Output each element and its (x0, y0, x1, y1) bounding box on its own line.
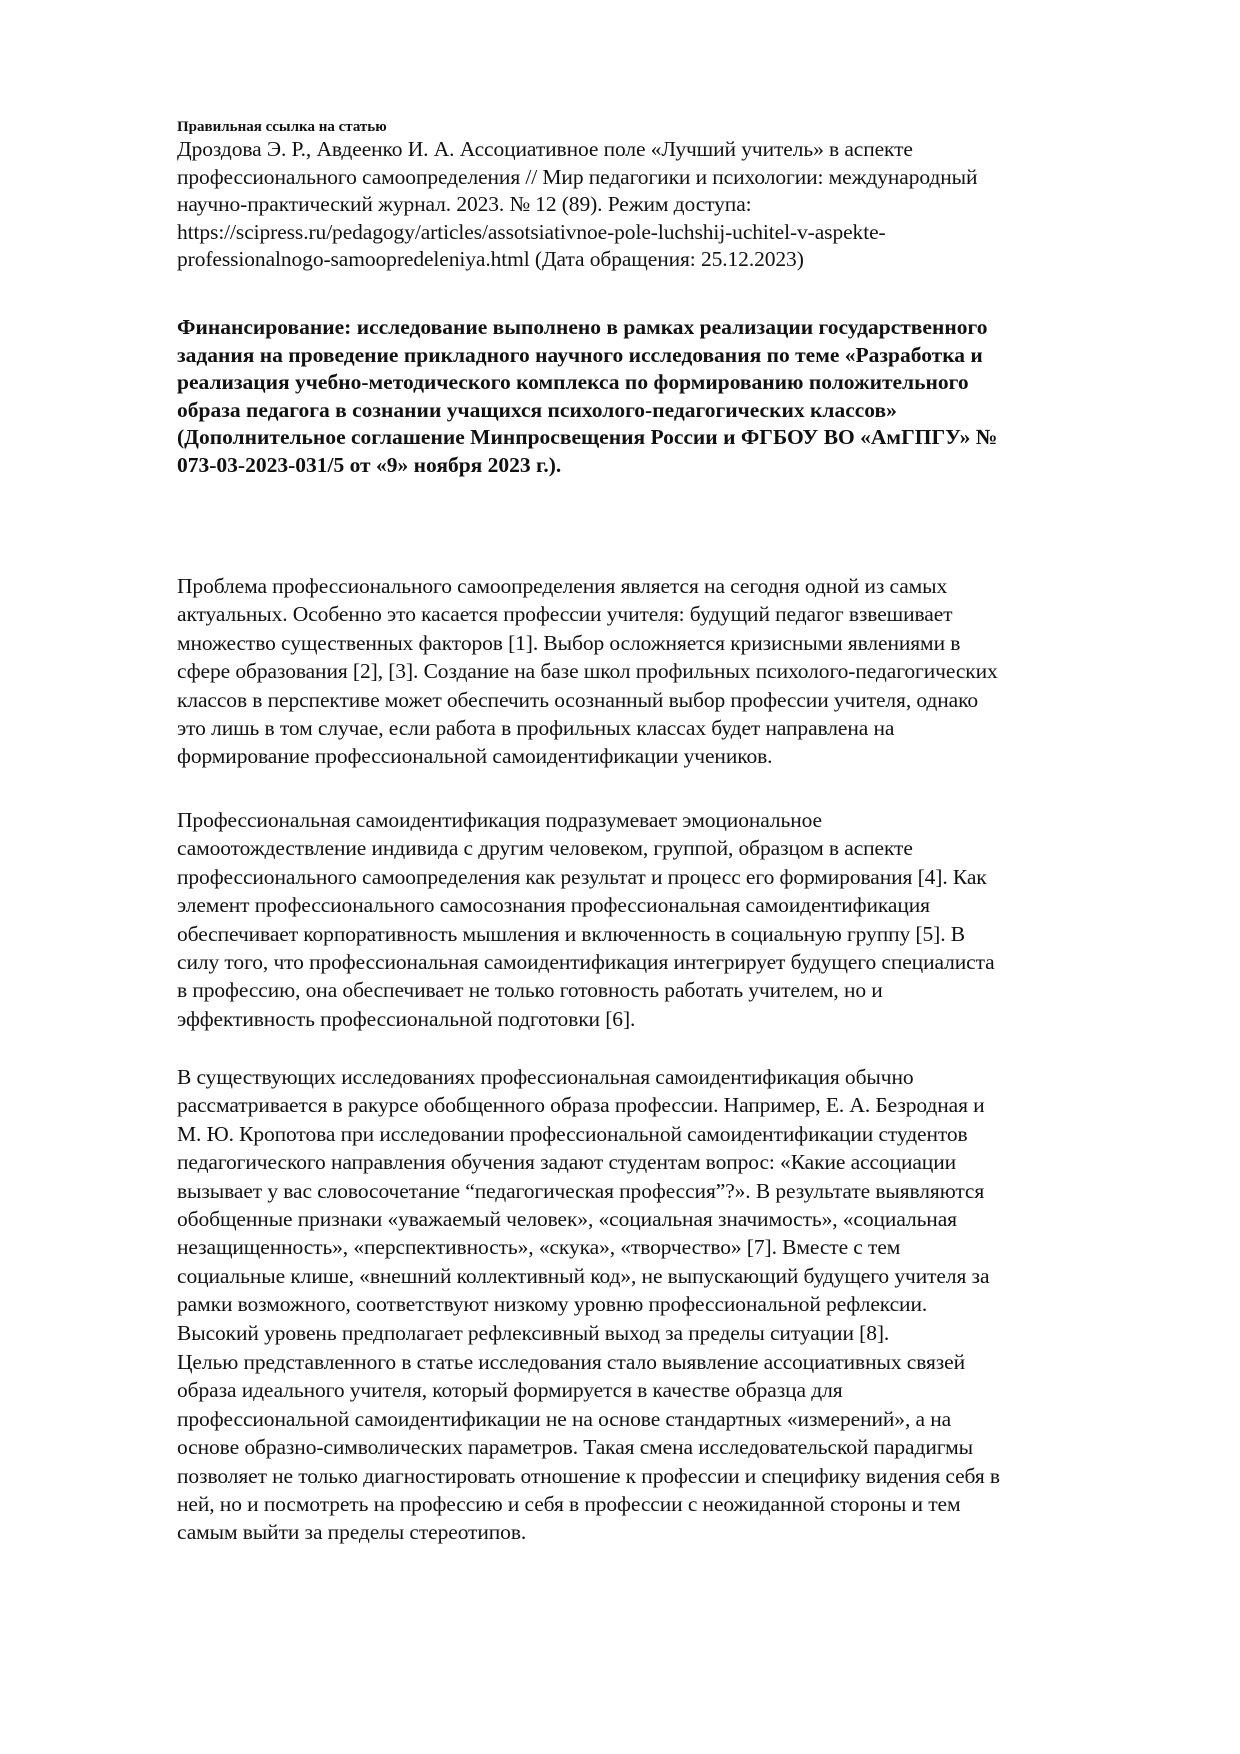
paragraph-line: Профессиональная самоидентификация подразумевает эмоциональное (177, 808, 822, 832)
paragraph-line: педагогического направления обучения задают студентам вопрос: «Какие ассоциации (177, 1150, 957, 1175)
body-paragraph-3 (177, 1063, 1167, 1347)
paragraph-line: обеспечивает корпоративность мышления и включенность в социальную группу [5]. В (177, 921, 965, 946)
funding-line: реализация учебно-методического комплекса по формированию положительного (177, 370, 969, 395)
paragraph-line: Высокий уровень предполагает рефлексивный выход за пределы ситуации [8]. (177, 1320, 890, 1345)
paragraph-line: обобщенные признаки «уважаемый человек», «социальная значимость», «социальная (177, 1207, 957, 1232)
body-paragraph-2 (177, 806, 1167, 1033)
paragraph-line: множество существенных факторов [1]. Выбор осложняется кризисными явлениями в (177, 630, 961, 655)
paragraph-line: профессиональной самоидентификации не на основе стандартных «измерений», а на (177, 1406, 952, 1431)
paragraph-line: В существующих исследованиях профессиональная самоидентификация обычно (177, 1065, 914, 1089)
paragraph-line: это лишь в том случае, если работа в профильных классах будет направлена на (177, 716, 895, 741)
document-page (177, 118, 1167, 1545)
paragraph-line: элемент профессионального самосознания профессиональная самоидентификация (177, 893, 930, 918)
funding-line: 073-03-2023-031/5 от «9» ноября 2023 г.). (177, 452, 562, 477)
funding-statement (177, 314, 1167, 480)
paragraph-line: классов в перспективе может обеспечить осознанный выбор профессии учителя, однако (177, 687, 978, 712)
paragraph-line: профессионального самоопределения как результат и процесс его формирования [4]. Как (177, 864, 987, 889)
paragraph-line: образа идеального учителя, который формируется в качестве образца для (177, 1378, 843, 1403)
paragraph-line: основе образно-символических параметров. Такая смена исследовательской парадигмы (177, 1435, 974, 1460)
body-paragraph-1 (177, 572, 1167, 771)
funding-line: задания на проведение прикладного научного исследования по теме «Разработка и (177, 342, 983, 367)
citation-url-line: https://scipress.ru/pedagogy/articles/assotsiativnoe-pole-luchshij-uchitel-v-aspekte- (177, 219, 886, 244)
citation-text (177, 136, 1167, 274)
citation-line: Дроздова Э. Р., Авдеенко И. А. Ассоциативное поле «Лучший учитель» в аспекте (177, 137, 913, 161)
paragraph-line: социальные клише, «внешний коллективный код», не выпускающий будущего учителя за (177, 1263, 990, 1288)
paragraph-line: сфере образования [2], [3]. Создание на базе школ профильных психолого-педагогических (177, 659, 998, 684)
paragraph-line: рамки возможного, соответствуют низкому уровню профессиональной рефлексии. (177, 1292, 928, 1317)
funding-line: образа педагога в сознании учащихся психолого-педагогических классов» (177, 397, 897, 422)
paragraph-line: формирование профессиональной самоидентификации учеников. (177, 744, 773, 769)
body-paragraph-4 (177, 1348, 1167, 1547)
paragraph-line: силу того, что профессиональная самоидентификация интегрирует будущего специалиста (177, 950, 995, 975)
funding-line: Финансирование: исследование выполнено в рамках реализации государственного (177, 315, 988, 339)
paragraph-line: Целью представленного в статье исследования стало выявление ассоциативных связей (177, 1350, 966, 1374)
funding-line: (Дополнительное соглашение Минпросвещения России и ФГБОУ ВО «АмГПГУ» № (177, 425, 998, 450)
citation-url-line: professionalnogo-samoopredeleniya.html (Дата обращения: 25.12.2023) (177, 247, 804, 271)
paragraph-line: самым выйти за пределы стереотипов. (177, 1520, 527, 1545)
paragraph-line: незащищенность», «перспективность», «скука», «творчество» [7]. Вместе с тем (177, 1235, 901, 1260)
citation-line: научно-практический журнал. 2023. № 12 (89). Режим доступа: (177, 192, 752, 216)
citation-line: профессионального самоопределения // Мир педагогики и психологии: международный (177, 164, 978, 189)
citation-label: Правильная ссылка на статью (177, 119, 387, 135)
paragraph-line: в профессию, она обеспечивает не только готовность работать учителем, но и (177, 978, 883, 1003)
paragraph-line: эффективность профессиональной подготовки [6]. (177, 1006, 636, 1031)
paragraph-line: Проблема профессионального самоопределения является на сегодня одной из самых (177, 574, 948, 598)
paragraph-line: вызывает у вас словосочетание “педагогическая профессия”?». В результате выявляются (177, 1178, 985, 1203)
paragraph-line: ней, но и посмотреть на профессию и себя в профессии с неожиданной стороны и тем (177, 1492, 961, 1517)
paragraph-line: позволяет не только диагностировать отношение к профессии и специфику видения себя в (177, 1463, 1000, 1488)
paragraph-line: М. Ю. Кропотова при исследовании профессиональной самоидентификации студентов (177, 1121, 968, 1146)
paragraph-line: рассматривается в ракурсе обобщенного образа профессии. Например, Е. А. Безродная и (177, 1093, 985, 1118)
paragraph-line: актуальных. Особенно это касается профессии учителя: будущий педагог взвешивает (177, 602, 953, 627)
paragraph-line: самоотождествление индивида с другим человеком, группой, образцом в аспекте (177, 836, 913, 861)
